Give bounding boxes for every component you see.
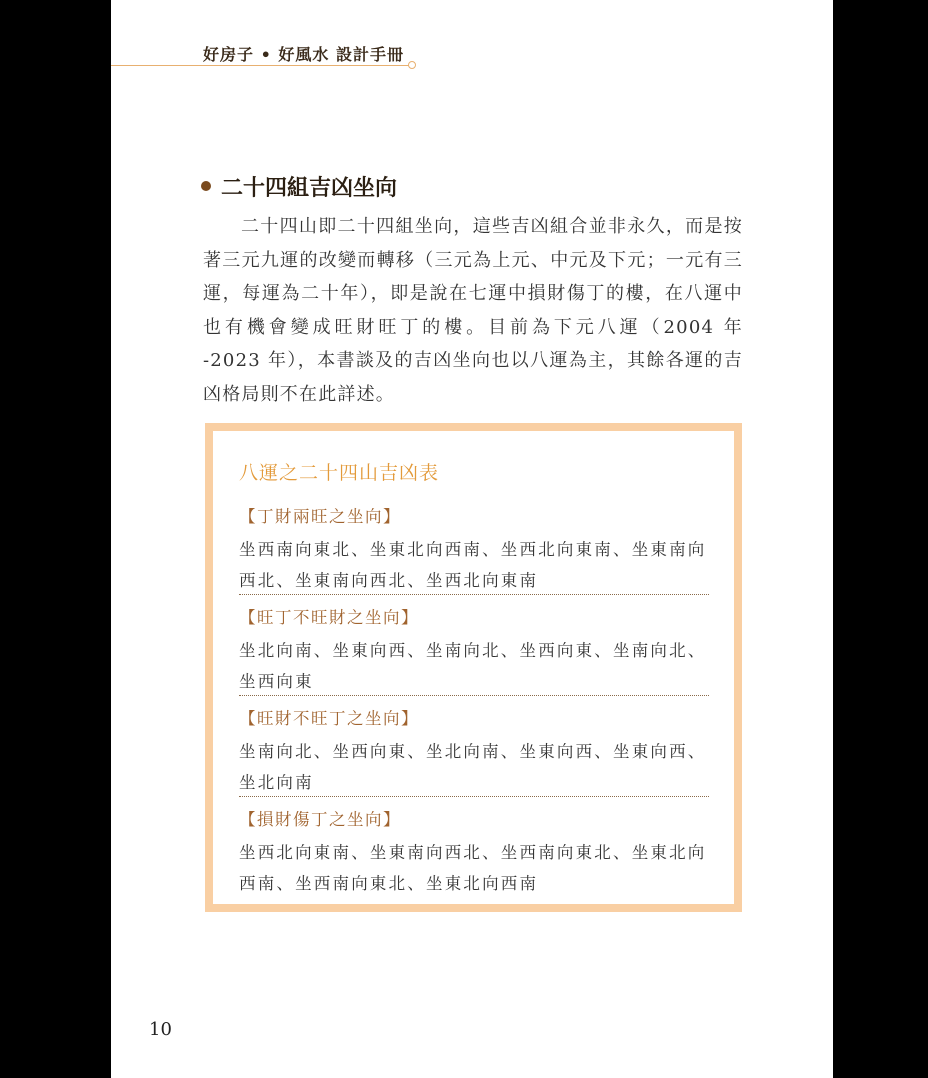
fortune-table-box [205, 423, 742, 912]
group-content: 坐北向南、坐東向西、坐南向北、坐西向東、坐南向北、坐西向東 [239, 641, 707, 691]
header-rule-dot [408, 61, 416, 69]
running-head: 好房子 • 好風水 設計手冊 [203, 45, 404, 64]
header-rule [111, 65, 411, 66]
section-title-text: 二十四組吉凶坐向 [221, 176, 398, 201]
body-paragraph-text: 二十四山即二十四組坐向，這些吉凶組合並非永久，而是按著三元九運的改變而轉移（三元為上元、中元及下元；一元有三運，每運為二十年），即是說在七運中損財傷丁的樓，在八運中也有機會變成旺財旺丁的樓。目前為下元八運（2004 年 -2023 年），本書談及的吉凶坐向也以八運為主，其餘各運的吉凶格局則不在此詳述。 [203, 216, 743, 405]
group-wealth-only [239, 705, 709, 798]
book-page [111, 0, 833, 1078]
group-content: 坐西北向東南、坐東南向西北、坐西南向東北、坐東北向西南、坐西南向東北、坐東北向西南 [239, 843, 707, 893]
group-label: 【旺丁不旺財之坐向】 [239, 608, 419, 627]
group-people-only [239, 604, 709, 697]
group-label: 【丁財兩旺之坐向】 [239, 507, 401, 526]
dotted-divider [239, 594, 709, 595]
group-label: 【旺財不旺丁之坐向】 [239, 709, 419, 728]
body-paragraph [203, 210, 743, 411]
page-number: 10 [149, 1019, 172, 1040]
dotted-divider [239, 695, 709, 696]
bullet-icon [201, 181, 211, 191]
group-loss [239, 806, 709, 899]
box-title: 八運之二十四山吉凶表 [239, 462, 440, 484]
group-content: 坐西南向東北、坐東北向西南、坐西北向東南、坐東南向西北、坐東南向西北、坐西北向東南 [239, 540, 707, 590]
group-both-prosper [239, 503, 709, 596]
section-title [201, 171, 397, 202]
group-label: 【損財傷丁之坐向】 [239, 810, 401, 829]
dotted-divider [239, 796, 709, 797]
group-content: 坐南向北、坐西向東、坐北向南、坐東向西、坐東向西、坐北向南 [239, 742, 707, 792]
